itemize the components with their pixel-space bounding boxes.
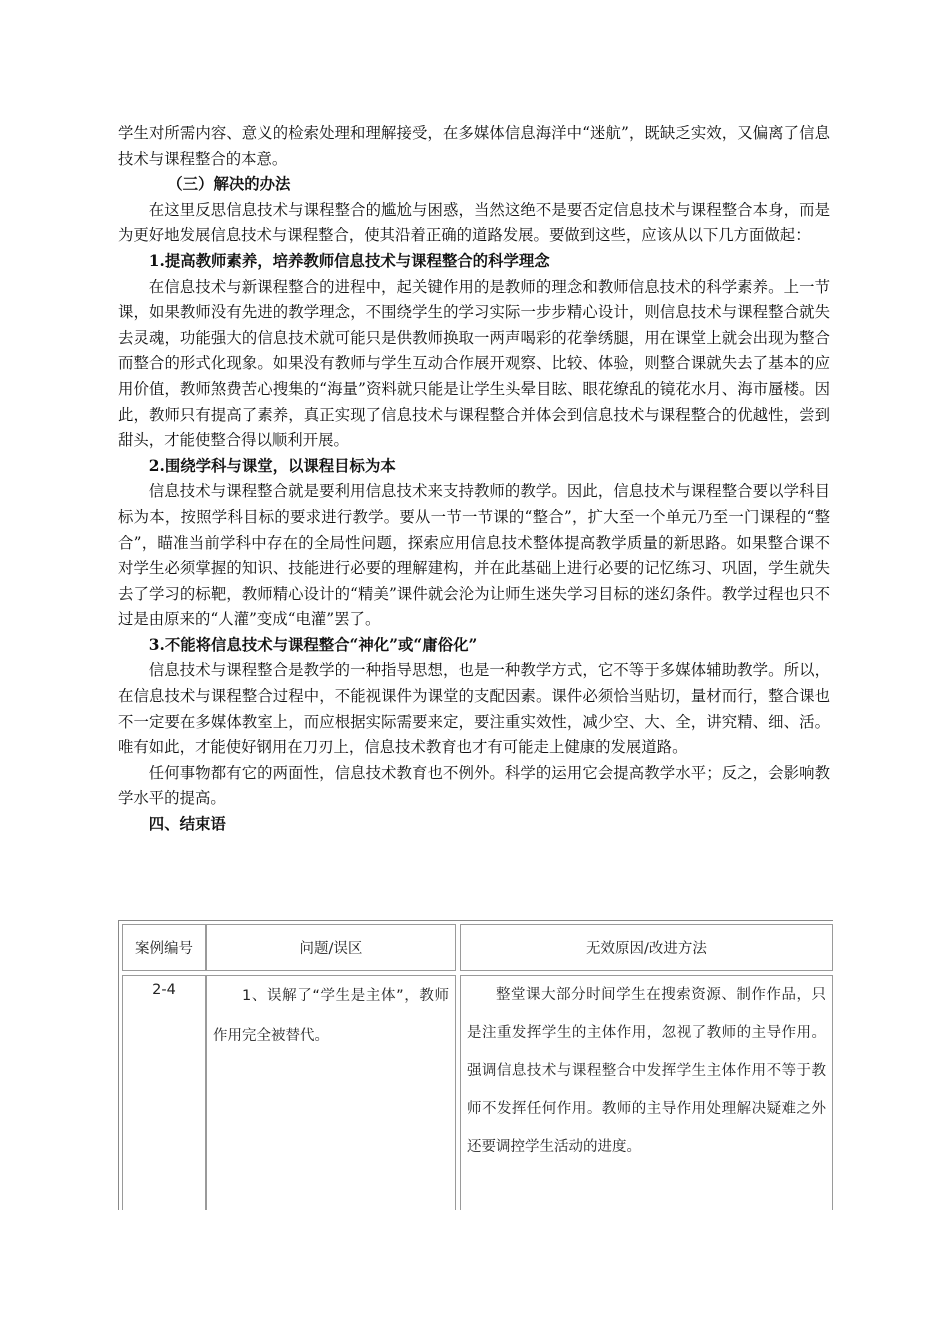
case-table xyxy=(118,920,833,1210)
subheading-3: 3.不能将信息技术与课程整合“神化”或“庸俗化” xyxy=(148,635,478,654)
paragraph-1: 在信息技术与新课程整合的进程中，起关键作用的是教师的理念和教师信息技术的科学素养。上一节课，如果教师没有先进的教学理念，不围绕学生的学习实际一步步精心设计，则信息技术与课程整合就失去灵魂，功能强大的信息技术就可能只是供教师换取一两声喝彩的花拳绣腿，用在课堂上就会出现为整合而整合的形式化现象。如果没有教师与学生互动合作展开观察、比较、体验，则整合课就失去了基本的应用价值，教师煞费苦心搜集的“海量”资料就只能是让学生头晕目眩、眼花缭乱的镜花水月、海市蜃楼。因此，教师只有提高了素养，真正实现了信息技术与课程整合并体会到信息技术与课程整合的优越性，尝到甜头，才能使整合得以顺利开展。 xyxy=(118,277,830,450)
cell-reason xyxy=(460,975,833,1210)
reason-text: 整堂课大部分时间学生在搜索资源、制作作品，只是注重发挥学生的主体作用，忽视了教师的主导作用。强调信息技术与课程整合中发挥学生主体作用不等于教师不发挥任何作用。教师的主导作用处理解决疑难之外还要调控学生活动的进度。 xyxy=(467,987,826,1155)
heading-conclusion: 四、结束语 xyxy=(148,815,226,834)
header-case-id: 案例编号 xyxy=(122,924,206,971)
subheading-2: 2.围绕学科与课堂，以课程目标为本 xyxy=(148,456,396,475)
cell-problem xyxy=(206,975,456,1210)
table-frame-left xyxy=(118,920,119,1210)
heading-solutions: （三）解决的办法 xyxy=(167,175,291,194)
header-problem: 问题/误区 xyxy=(206,924,456,971)
paragraph-3: 信息技术与课程整合是教学的一种指导思想，也是一种教学方式，它不等于多媒体辅助教学。所以，在信息技术与课程整合过程中，不能视课件为课堂的支配因素。课件必须恰当贴切，量材而行，整合课也不一定要在多媒体教室上，而应根据实际需要来定，要注重实效性，减少空、大、全，讲究精、细、活。唯有如此，才能使好钢用在刀刃上，信息技术教育也才有可能走上健康的发展道路。 xyxy=(118,661,830,757)
paragraph-intro: 学生对所需内容、意义的检索处理和理解接受，在多媒体信息海洋中“迷航”，既缺乏实效，又偏离了信息技术与课程整合的本意。 xyxy=(118,124,830,168)
subheading-1: 1.提高教师素养，培养教师信息技术与课程整合的科学理念 xyxy=(148,251,550,270)
cell-case-id: 2-4 xyxy=(122,975,206,1210)
paragraph-4: 任何事物都有它的两面性，信息技术教育也不例外。科学的运用它会提高教学水平；反之，会影响教学水平的提高。 xyxy=(118,763,830,808)
paragraph-solutions: 在这里反思信息技术与课程整合的尴尬与困惑，当然这绝不是要否定信息技术与课程整合本身，而是为更好地发展信息技术与课程整合，使其沿着正确的道路发展。要做到这些，应该从以下几方面做起： xyxy=(118,200,830,245)
table-frame-top xyxy=(118,920,833,921)
document-body xyxy=(118,121,830,838)
problem-text: 1、误解了“学生是主体”，教师作用完全被替代。 xyxy=(213,988,449,1044)
header-reason: 无效原因/改进方法 xyxy=(460,924,833,971)
paragraph-2: 信息技术与课程整合就是要利用信息技术来支持教师的教学。因此，信息技术与课程整合要以学科目标为本，按照学科目标的要求进行教学。要从一节一节课的“整合”，扩大至一个单元乃至一门课程的“整合”，瞄准当前学科中存在的全局性问题，探索应用信息技术整体提高教学质量的新思路。如果整合课不对学生必须掌握的知识、技能进行必要的理解建构，并在此基础上进行必要的记忆练习、巩固，学生就失去了学习的标靶，教师精心设计的“精美”课件就会沦为让师生迷失学习目标的迷幻条件。教学过程也只不过是由原来的“人灌”变成“电灌”罢了。 xyxy=(118,482,830,629)
